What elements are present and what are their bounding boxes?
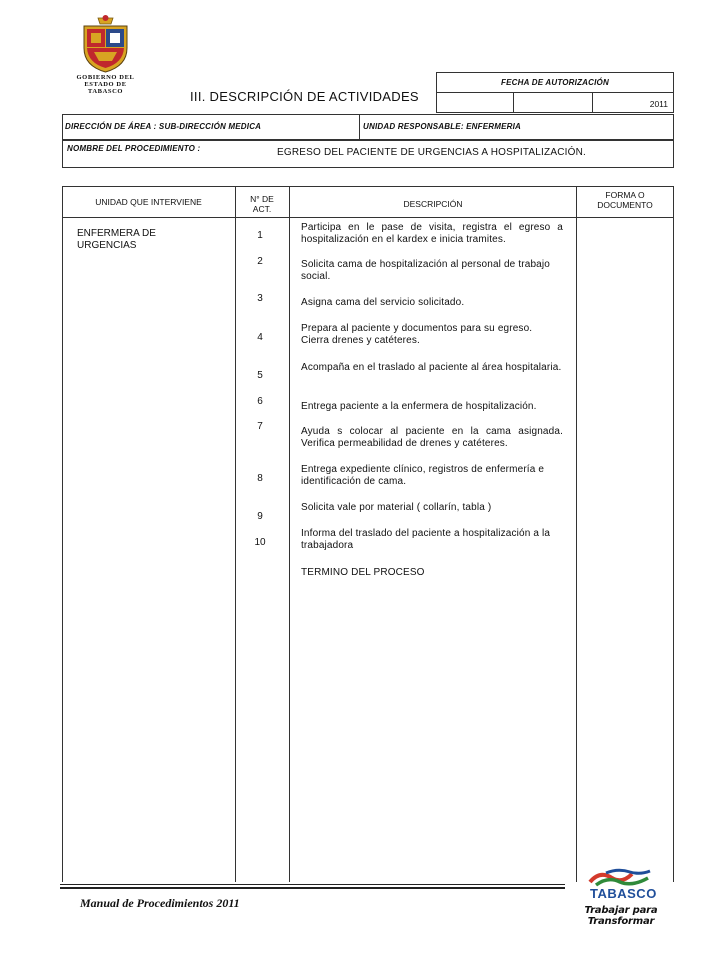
procedure-name-label: NOMBRE DEL PROCEDIMIENTO : [67, 144, 201, 153]
activity-description: Participa en le pase de visita, registra el egreso a hospitalización en el kardex e inicia tramites. [301, 222, 563, 245]
activity-number: 5 [257, 370, 263, 381]
authorization-year: 2011 [649, 99, 668, 109]
activity-number: 8 [257, 473, 263, 484]
activity-description: Acompaña en el traslado al paciente al área hospitalaria. [301, 362, 562, 373]
activity-number: 10 [254, 537, 266, 548]
logo-caption: GOBIERNO DEL ESTADO DE TABASCO [76, 74, 135, 95]
direccion-area: DIRECCIÓN DE ÁREA : SUB-DIRECCIÓN MEDICA [65, 122, 262, 131]
unidad-interviene-value: ENFERMERA DE URGENCIAS [77, 228, 156, 251]
activity-description: Asigna cama del servicio solicitado. [301, 297, 465, 308]
manual-footer: Manual de Procedimientos 2011 [80, 896, 240, 910]
activity-description: Entrega paciente a la enfermera de hospitalización. [301, 401, 537, 412]
authorization-date-box [436, 72, 674, 113]
activity-number: 2 [257, 256, 263, 267]
activity-description: Ayuda s colocar al paciente en la cama asignada. Verifica permeabilidad de drenes y catéteres. [301, 426, 563, 449]
column-header-numero: N° DE ACT. [250, 194, 274, 214]
activity-description: Informa del traslado del paciente a hospitalización a la trabajadora [301, 528, 556, 551]
column-header-descripcion: DESCRIPCIÓN [403, 199, 463, 209]
activity-description: Solicita vale por material ( collarín, tabla ) [301, 502, 492, 513]
tabasco-slogan: Trabajar para Transformar [584, 905, 658, 927]
tabasco-brand: TABASCO [590, 886, 657, 901]
coat-of-arms-logo [78, 14, 133, 74]
unidad-responsable: UNIDAD RESPONSABLE: ENFERMERIA [363, 122, 522, 131]
activity-number: 4 [257, 332, 263, 343]
table-header-divider [62, 217, 674, 218]
activity-number: 6 [257, 396, 263, 407]
area-row [62, 114, 674, 140]
procedure-name: EGRESO DEL PACIENTE DE URGENCIAS A HOSPITALIZACIÓN. [277, 147, 586, 158]
activity-number: 1 [257, 230, 263, 241]
activity-description: Prepara al paciente y documentos para su egreso. Cierra drenes y catéteres. [301, 323, 533, 346]
activity-number: 9 [257, 511, 263, 522]
procedure-name-row [62, 140, 674, 168]
activity-description: TERMINO DEL PROCESO [301, 567, 425, 578]
column-header-forma: FORMA O DOCUMENTO [597, 190, 653, 210]
activity-number: 3 [257, 293, 263, 304]
authorization-date-label: FECHA DE AUTORIZACIÓN [501, 78, 609, 87]
tabasco-brand-mark [588, 868, 654, 888]
column-header-unidad: UNIDAD QUE INTERVIENE [95, 197, 202, 207]
activity-number: 7 [257, 421, 263, 432]
activity-description: Entrega expediente clínico, registros de enfermería e identificación de cama. [301, 464, 550, 487]
activity-description: Solicita cama de hospitalización al personal de trabajo social. [301, 259, 550, 282]
section-title: III. DESCRIPCIÓN DE ACTIVIDADES [190, 89, 419, 104]
